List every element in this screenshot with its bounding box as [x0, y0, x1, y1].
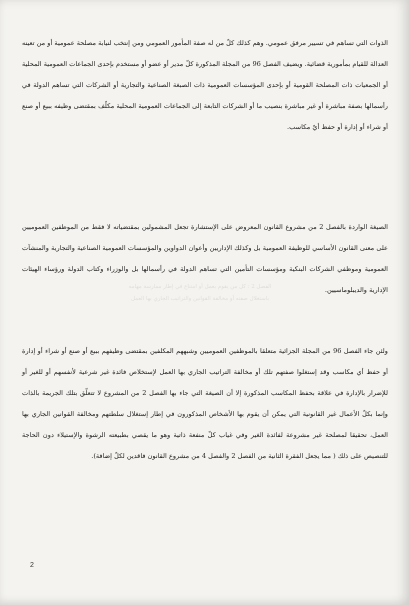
paragraph-2: [22, 217, 388, 301]
paragraph-text: ولئن جاء الفصل 96 من المجلة الجزائية متعلقا بالموظفين العموميين وشبههم المكلفين بمقتضى وظيفهم ببيع أو صنع أو شراء أو إدارة أو حفظ أي مكاسب وقد إستغلوا صفتهم تلك أو مخالفة التراتيب الجاري بها العمل لإستخلاص فائدة غير شرعية لأنفسهم أو للغير أو للإضرار بالإدارة في علاقة بحفظ المكاسب المذكورة إلا أن الصيغة التي جاء بها الفصل 2 من المشروع لا تتعلّق بتلك الجريمة بالذات وإنما بكلّ الأعمال غير القانونية التي يمكن أن يقوم بها الأشخاص المذكورون في إطار إستغلال سلطتهم ومخالفة القوانين الجاري بها العمل، تحقيقا لمصلحة غير مشروعة لفائدة الغير وفي غياب كلّ منفعة ذاتية وهو ما يقصي بطبيعته الرشوة والإستيلاء دون الحاجة للتنصيص على ذلك ( مما يجعل الفقرة الثانية من الفصل 2 والفصل 4 من مشروع القانون فاقدين لكلّ إضافة).: [22, 347, 388, 460]
paragraph-3: [22, 341, 388, 467]
bleed-through-line: الفصل 2 : كل من يقوم بعمل أو امتناع في إطار ممارسة مهامه: [128, 284, 272, 290]
paragraph-text: الذوات التي تساهم في تسيير مرفق عمومي. وهم كذلك كلّ من له صفة المأمور العمومي ومن إنتخب لنيابة مصلحة عمومية أو من تعينه العدالة للقيام بمأمورية قضائية. ويضيف الفصل 96 من المجلة المذكورة كلّ مدير أو عضو أو مستخدم بإحدى الجماعات العمومية المحلية أو الجمعيات ذات المصلحة القومية أو بإحدى المؤسسات العمومية ذات الصبغة الصناعية والتجارية أو الشركات التي تساهم الدولة في رأسمالها بصفة مباشرة أو غير مباشرة بنصيب ما أو الشركات التابعة إلى الجماعات العمومية المحلية مكلّف بمقتضى وظيفه ببيع أو صنع أو شراء أو إدارة أو حفظ أيّ مكاسب.: [22, 39, 388, 131]
bleed-through-line: باستغلال صفته أو مخالفة القوانين والتراتيب الجاري بها العمل: [131, 296, 269, 302]
paragraph-text: الصيغة الواردة بالفصل 2 من مشروع القانون المعروض على الإستشارة تجعل المشمولين بمقتضياته لا فقط من الموظفين العموميين على معنى القانون الأساسي للوظيفة العمومية بل وكذلك الإداريين وأعوان الدواوين والمؤسسات العمومية الصناعية والتجارية والمنشآت العمومية وموظفي الشركات البنكية ومؤسسات التأمين التي تساهم الدولة في رأسمالها بل والوزراء وكتاب الدولة ورؤساء الهيئات الإدارية والديبلوماسيين.: [22, 223, 388, 294]
paragraph-1: [22, 33, 388, 138]
page-number: 2: [30, 562, 34, 569]
